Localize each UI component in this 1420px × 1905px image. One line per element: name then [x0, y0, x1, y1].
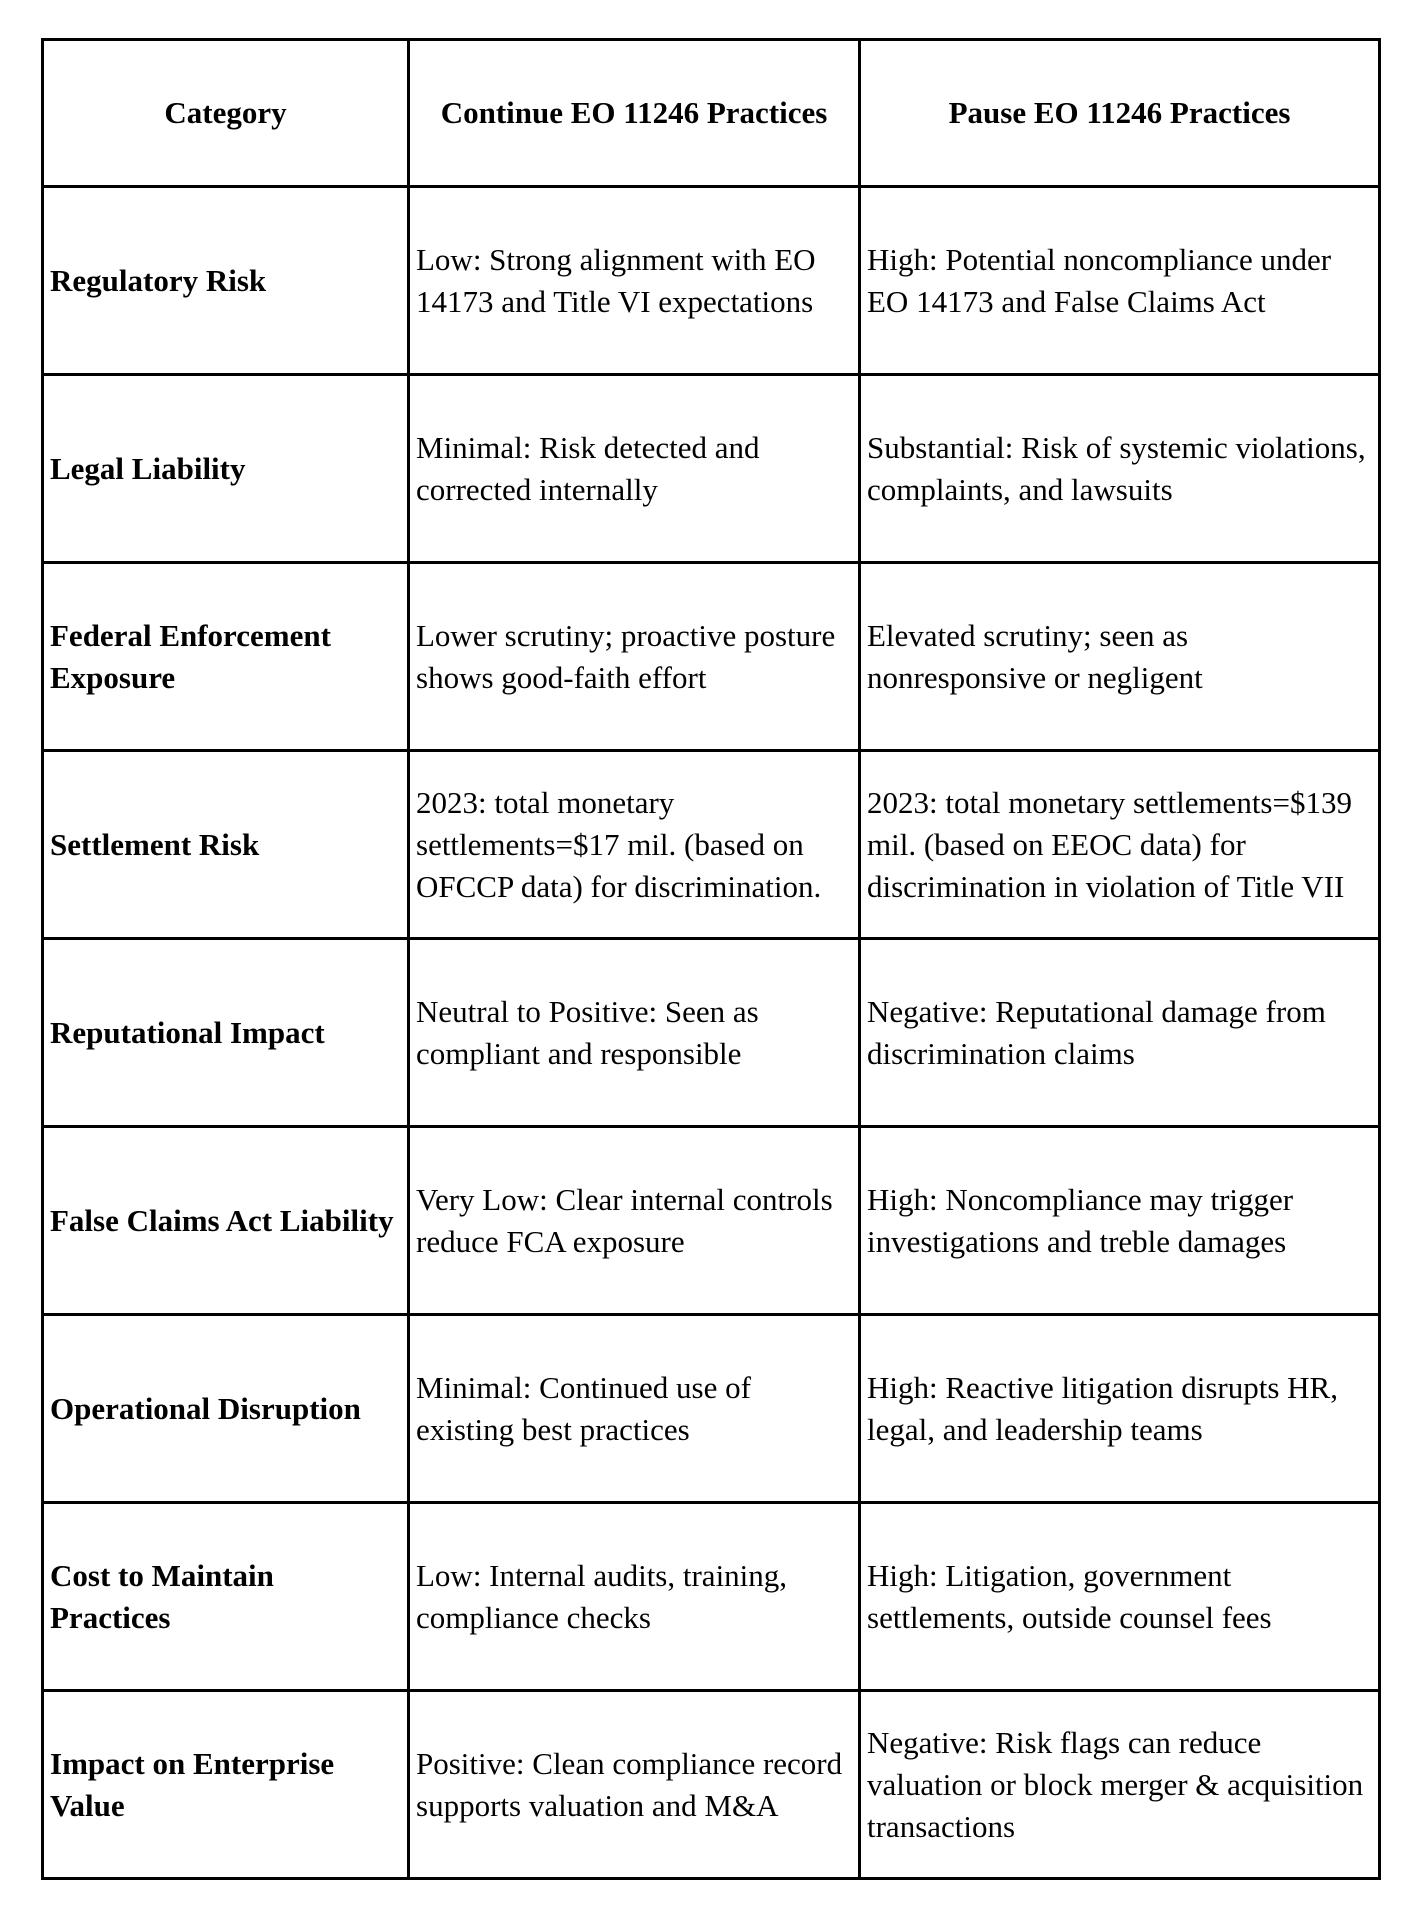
table-row	[43, 187, 1380, 375]
row-continue: Minimal: Continued use of existing best practices	[409, 1315, 860, 1503]
row-pause: Negative: Risk flags can reduce valuation or block merger & acquisition transactions	[860, 1691, 1380, 1879]
row-pause: High: Noncompliance may trigger investigations and treble damages	[860, 1127, 1380, 1315]
header-continue: Continue EO 11246 Practices	[409, 40, 860, 187]
row-pause: High: Litigation, government settlements, outside counsel fees	[860, 1503, 1380, 1691]
table-row	[43, 1503, 1380, 1691]
row-category: Federal Enforcement Exposure	[43, 563, 409, 751]
row-continue: Very Low: Clear internal controls reduce FCA exposure	[409, 1127, 860, 1315]
row-continue: 2023: total monetary settlements=$17 mil. (based on OFCCP data) for discrimination.	[409, 751, 860, 939]
table-row	[43, 563, 1380, 751]
row-pause: Negative: Reputational damage from discrimination claims	[860, 939, 1380, 1127]
row-continue: Neutral to Positive: Seen as compliant and responsible	[409, 939, 860, 1127]
row-continue: Lower scrutiny; proactive posture shows good-faith effort	[409, 563, 860, 751]
table-row	[43, 939, 1380, 1127]
row-continue: Positive: Clean compliance record supports valuation and M&A	[409, 1691, 860, 1879]
table-row	[43, 751, 1380, 939]
row-category: Cost to Maintain Practices	[43, 1503, 409, 1691]
row-pause: 2023: total monetary settlements=$139 mil. (based on EEOC data) for discrimination in violation of Title VII	[860, 751, 1380, 939]
row-pause: High: Reactive litigation disrupts HR, legal, and leadership teams	[860, 1315, 1380, 1503]
row-continue: Low: Internal audits, training, compliance checks	[409, 1503, 860, 1691]
row-category: Settlement Risk	[43, 751, 409, 939]
header-category: Category	[43, 40, 409, 187]
row-category: False Claims Act Liability	[43, 1127, 409, 1315]
row-pause: Substantial: Risk of systemic violations, complaints, and lawsuits	[860, 375, 1380, 563]
comparison-table	[41, 38, 1381, 1880]
row-category: Regulatory Risk	[43, 187, 409, 375]
table-row	[43, 1127, 1380, 1315]
row-category: Impact on Enterprise Value	[43, 1691, 409, 1879]
table-row	[43, 1315, 1380, 1503]
header-row	[43, 40, 1380, 187]
row-pause: High: Potential noncompliance under EO 14173 and False Claims Act	[860, 187, 1380, 375]
row-category: Operational Disruption	[43, 1315, 409, 1503]
row-continue: Low: Strong alignment with EO 14173 and Title VI expectations	[409, 187, 860, 375]
header-pause: Pause EO 11246 Practices	[860, 40, 1380, 187]
row-category: Reputational Impact	[43, 939, 409, 1127]
table-row	[43, 375, 1380, 563]
row-category: Legal Liability	[43, 375, 409, 563]
row-continue: Minimal: Risk detected and corrected internally	[409, 375, 860, 563]
row-pause: Elevated scrutiny; seen as nonresponsive or negligent	[860, 563, 1380, 751]
table-row	[43, 1691, 1380, 1879]
